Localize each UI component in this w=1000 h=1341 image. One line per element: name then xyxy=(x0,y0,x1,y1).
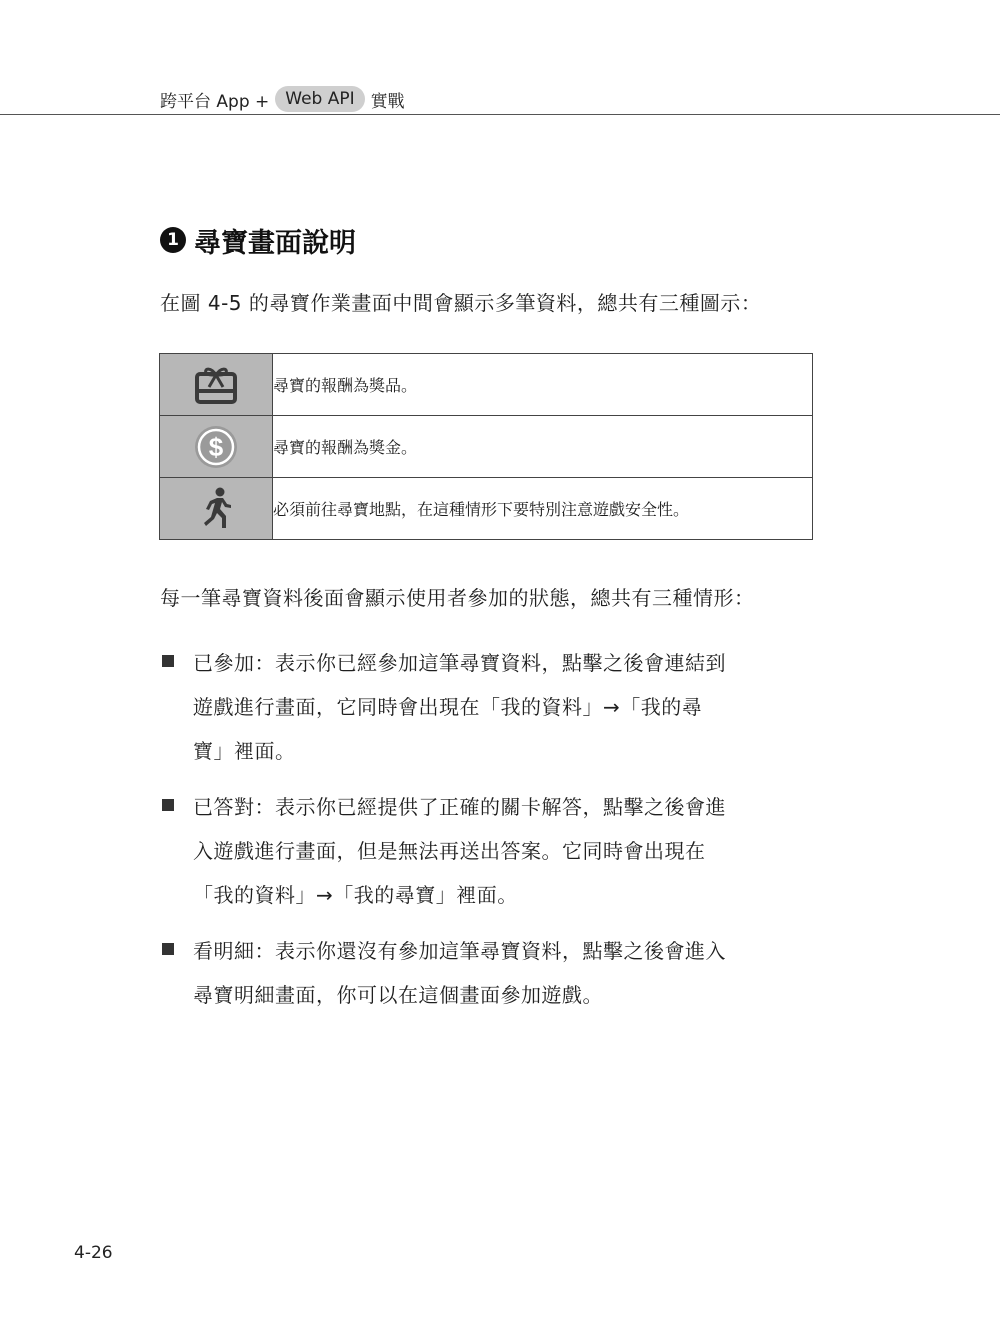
table-row xyxy=(160,478,813,540)
section-title-text: 尋寶畫面說明 xyxy=(194,227,356,259)
gift-card-icon xyxy=(194,365,238,405)
svg-text:$: $ xyxy=(208,431,224,462)
description-cell: 尋寶的報酬為獎品。 xyxy=(273,354,813,416)
bullet-square-icon xyxy=(162,943,174,955)
bullet-line: 遊戲進行畫面，它同時會出現在「我的資料」→「我的尋 xyxy=(193,695,703,719)
page-number: 4-26 xyxy=(74,1243,113,1263)
bullet-line: 已參加：表示你已經參加這筆尋寶資料，點擊之後會連結到 xyxy=(193,651,726,675)
header-prefix: 跨平台 App + xyxy=(160,91,270,112)
icon-cell xyxy=(160,416,273,478)
running-person-icon xyxy=(196,487,236,531)
bullet-square-icon xyxy=(162,655,174,667)
icon-cell xyxy=(160,354,273,416)
header-pill: Web API xyxy=(275,86,364,112)
icon-table xyxy=(159,353,813,540)
bullet-line: 看明細：表示你還沒有參加這筆尋寶資料，點擊之後會進入 xyxy=(193,939,726,963)
table-row xyxy=(160,354,813,416)
dollar-coin-icon xyxy=(193,424,239,470)
icon-cell xyxy=(160,478,273,540)
header-divider xyxy=(0,114,1000,115)
description-cell: 必須前往尋寶地點，在這種情形下要特別注意遊戲安全性。 xyxy=(273,478,813,540)
section-title xyxy=(160,220,356,260)
intro-paragraph: 在圖 4-5 的尋寶作業畫面中間會顯示多筆資料，總共有三種圖示： xyxy=(160,291,762,315)
table-row xyxy=(160,416,813,478)
bullet-line: 寶」裡面。 xyxy=(193,739,296,763)
description-cell: 尋寶的報酬為獎金。 xyxy=(273,416,813,478)
bullet-line: 尋寶明細畫面，你可以在這個畫面參加遊戲。 xyxy=(193,983,603,1007)
running-header xyxy=(160,86,405,112)
bullet-line: 入遊戲進行畫面，但是無法再送出答案。它同時會出現在 xyxy=(193,839,706,863)
bullet-line: 「我的資料」→「我的尋寶」裡面。 xyxy=(193,883,518,907)
header-suffix: 實戰 xyxy=(370,91,405,112)
section-number-badge: 1 xyxy=(160,227,186,253)
bullet-line: 已答對：表示你已經提供了正確的關卡解答，點擊之後會進 xyxy=(193,795,726,819)
bullet-square-icon xyxy=(162,799,174,811)
status-intro-paragraph: 每一筆尋寶資料後面會顯示使用者參加的狀態，總共有三種情形： xyxy=(160,586,755,610)
